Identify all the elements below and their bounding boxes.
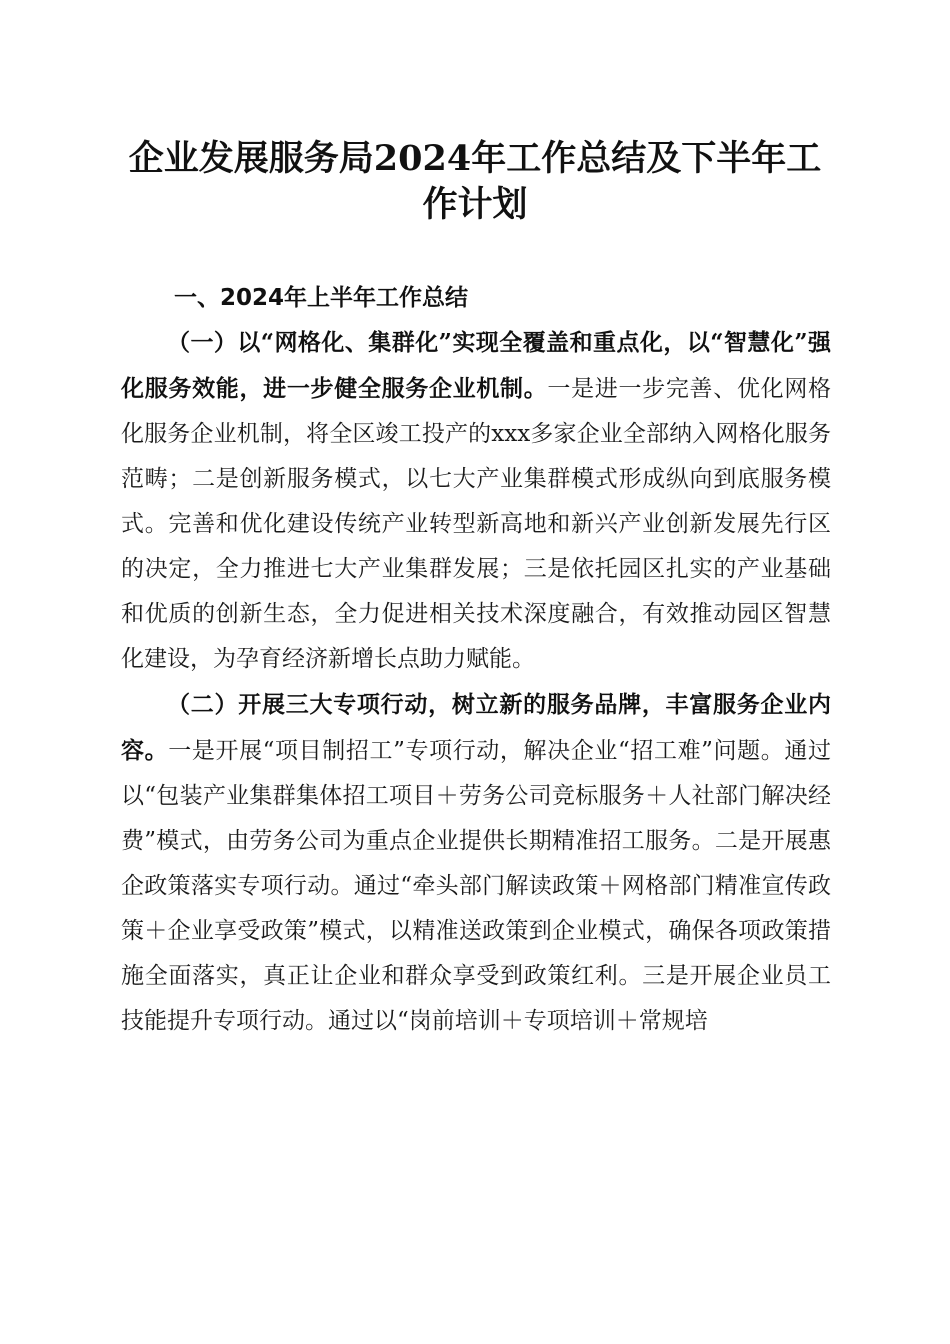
paragraph-2-body: 一是开展“项目制招工”专项行动，解决企业“招工难”问题。通过以“包装产业集群集体招工项目＋劳务公司竞标服务＋人社部门解决经费”模式，由劳务公司为重点企业提供长期精准招工服务。二是开展惠企政策落实专项行动。通过“牵头部门解读政策＋网格部门精准宣传政策＋企业享受政策”模式，以精准送政策到企业模式，确保各项政策措施全面落实，真正让企业和群众享受到政策红利。三是开展企业员工技能提升专项行动。通过以“岗前培训＋专项培训＋常规培 [121, 738, 831, 1034]
paragraph-1-lead: （一）以“网格化、集群化”实现全覆盖和重点化，以“智慧化”强化服务效能，进一步健全服务企业机制。 [121, 329, 831, 402]
document-body [121, 320, 831, 1044]
paragraph-2-lead: （二）开展三大专项行动，树立新的服务品牌，丰富服务企业内容。 [121, 691, 831, 764]
paragraph-2 [121, 682, 831, 1044]
section-heading-1: 一、2024年上半年工作总结 [174, 285, 469, 311]
paragraph-1 [121, 320, 831, 682]
paragraph-1-body: 一是进一步完善、优化网格化服务企业机制，将全区竣工投产的xxx多家企业全部纳入网格化服务范畴；二是创新服务模式，以七大产业集群模式形成纵向到底服务模式。完善和优化建设传统产业转型新高地和新兴产业创新发展先行区的决定，全力推进七大产业集群发展；三是依托园区扎实的产业基础和优质的创新生态，全力促进相关技术深度融合，有效推动园区智慧化建设，为孕育经济新增长点助力赋能。 [121, 376, 832, 672]
document-title: 企业发展服务局2024年工作总结及下半年工作计划 [128, 138, 822, 225]
